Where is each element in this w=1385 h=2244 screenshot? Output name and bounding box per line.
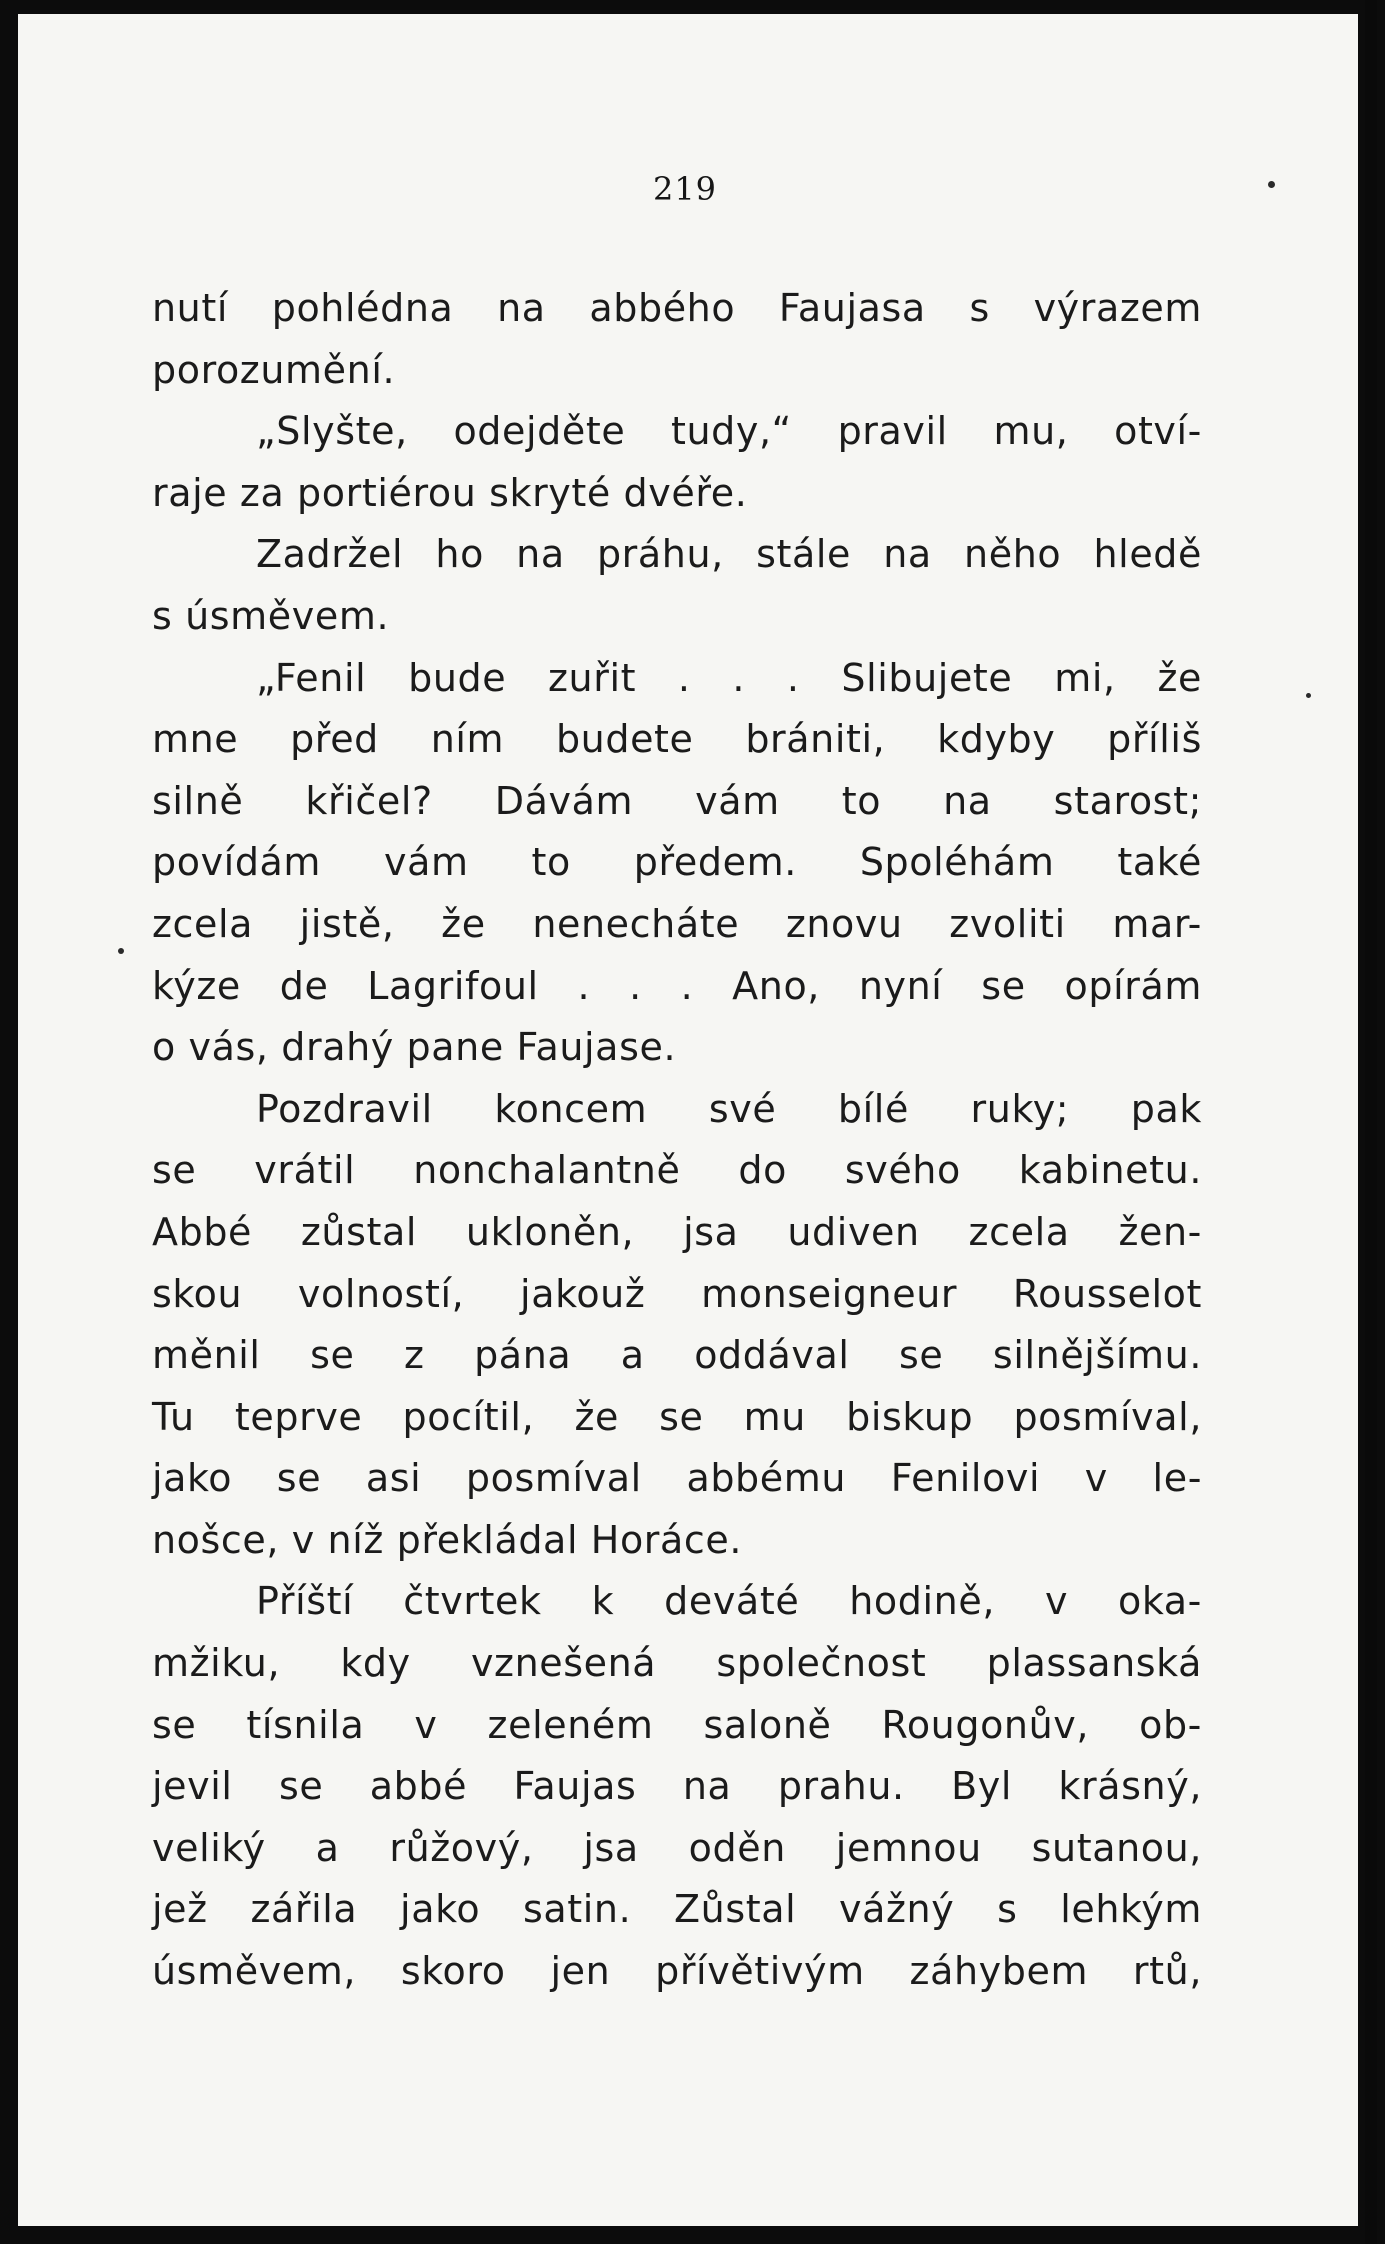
text-line: jež zářila jako satin. Zůstal vážný s lehkým bbox=[152, 1887, 1202, 1932]
text-line: mne před ním budete brániti, kdyby příliš bbox=[152, 717, 1202, 762]
text-line: veliký a růžový, jsa oděn jemnou sutanou, bbox=[152, 1825, 1202, 1870]
text-line: zcela jistě, že nenecháte znovu zvoliti mar- bbox=[152, 901, 1202, 946]
text-line: mžiku, kdy vznešená společnost plassanská bbox=[152, 1641, 1202, 1686]
body-text bbox=[152, 278, 1202, 2003]
scan-speck bbox=[1306, 693, 1311, 698]
scan-speck bbox=[1268, 181, 1275, 188]
text-line: s úsměvem. bbox=[152, 593, 390, 638]
text-line: nošce, v níž překládal Horáce. bbox=[152, 1517, 743, 1562]
text-line: Abbé zůstal ukloněn, jsa udiven zcela žen- bbox=[152, 1209, 1202, 1254]
scan-edge bbox=[1365, 0, 1377, 2244]
text-line: Příští čtvrtek k deváté hodině, v oka- bbox=[256, 1579, 1202, 1624]
text-line: Pozdravil koncem své bílé ruky; pak bbox=[256, 1086, 1202, 1131]
text-line: nutí pohlédna na abbého Faujasa s výrazem bbox=[152, 286, 1202, 330]
text-line: silně křičel? Dávám vám to na starost; bbox=[152, 778, 1202, 823]
text-line: raje za portiérou skryté dvéře. bbox=[152, 470, 748, 515]
text-line: se vrátil nonchalantně do svého kabinetu. bbox=[152, 1148, 1202, 1193]
text-line: „Fenil bude zuřit . . . Slibujete mi, že bbox=[256, 655, 1202, 700]
text-line: o vás, drahý pane Faujase. bbox=[152, 1025, 677, 1070]
text-line: měnil se z pána a oddával se silnějšímu. bbox=[152, 1333, 1202, 1378]
scan-speck bbox=[118, 948, 124, 954]
text-line: povídám vám to předem. Spoléhám také bbox=[152, 840, 1202, 885]
text-line: porozumění. bbox=[152, 347, 396, 392]
text-line: se tísnila v zeleném saloně Rougonův, ob- bbox=[152, 1702, 1202, 1747]
page-number: 219 bbox=[652, 170, 718, 208]
text-line: „Slyšte, odejděte tudy,“ pravil mu, otví- bbox=[256, 409, 1202, 454]
text-line: úsměvem, skoro jen přívětivým záhybem rtů, bbox=[152, 1949, 1202, 1994]
text-line: skou volností, jakouž monseigneur Rousselot bbox=[152, 1271, 1202, 1316]
text-line: kýze de Lagrifoul . . . Ano, nyní se opírám bbox=[152, 963, 1202, 1008]
text-line: jako se asi posmíval abbému Fenilovi v le- bbox=[152, 1456, 1202, 1501]
text-line: jevil se abbé Faujas na prahu. Byl krásný, bbox=[152, 1764, 1202, 1809]
text-line: Tu teprve pocítil, že se mu biskup posmíval, bbox=[152, 1394, 1202, 1439]
text-line: Zadržel ho na práhu, stále na něho hledě bbox=[256, 532, 1202, 577]
